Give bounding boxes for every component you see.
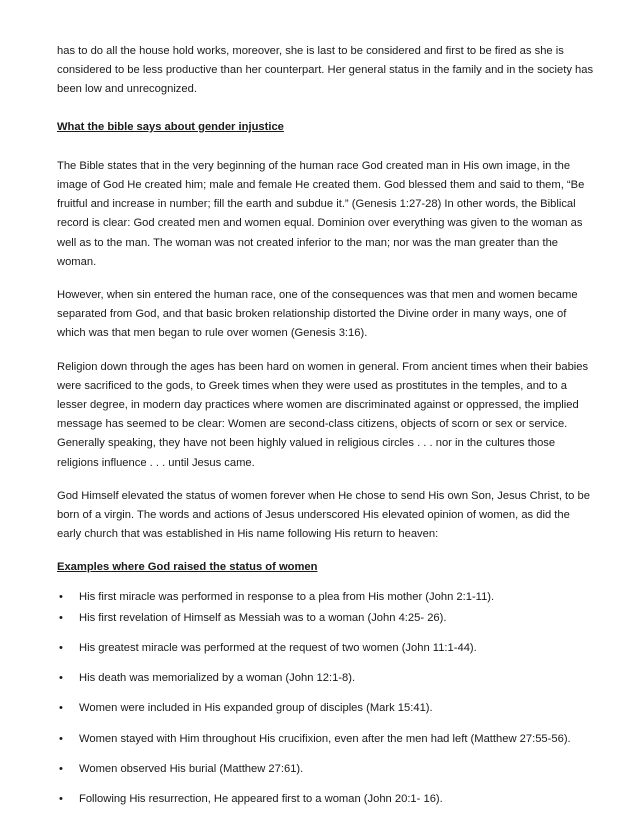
bullet-icon: •: [59, 590, 63, 603]
bullet-icon: •: [59, 732, 63, 745]
bullet-icon: •: [59, 702, 63, 715]
paragraph-creation: The Bible states that in the very beginning of the human race God created man in His own image, in the image of God He created him; male and female He created them. God blessed them and said to them, “Be fruitful and increase in number; fill the earth and subdue it.” (Genesis 1:27-28) In other words, the Biblical record is clear: God created men and women equal. Dominion over everything was given to the woman as well as to the man. The woman was not created inferior to the man; nor was the man greater than the woman.: [57, 159, 585, 268]
list-item: [57, 609, 597, 628]
list-item: [57, 730, 597, 749]
list-item-text: Women stayed with Him throughout His crucifixion, even after the men had left (Matthew 27:55-56).: [79, 732, 571, 745]
paragraph-religion: Religion down through the ages has been hard on women in general. From ancient times when their babies were sacrificed to the gods, to Greek times when they were used as prostitutes in the temples, and to a lesser degree, in modern day practices where women are discriminated against or oppressed, the implied message has seemed to be clear: Women are second-class citizens, objects of scorn or sex or service. Generally speaking, they have not been highly valued in religious circles . . . nor in the cultures those religions influence . . . until Jesus came.: [57, 360, 589, 469]
section-heading-gender-injustice: What the bible says about gender injustice: [57, 120, 284, 133]
paragraph-sin: However, when sin entered the human race, one of the consequences was that men and women became separated from God, and that basic broken relationship distorted the Divine order in many ways, one of which was that men began to rule over women (Genesis 3:16).: [57, 289, 578, 340]
list-item-text: Women were included in His expanded group of disciples (Mark 15:41).: [79, 702, 433, 715]
list-item-text: His greatest miracle was performed at the request of two women (John 11:1-44).: [79, 642, 477, 655]
list-item: [57, 699, 597, 718]
paragraph-god-elevated: God Himself elevated the status of women forever when He chose to send His own Son, Jesus Christ, to be born of a virgin. The words and actions of Jesus underscored His elevated opinion of women, as did the early church that was established in His name following His return to heaven:: [57, 489, 590, 541]
list-item-text: Women observed His burial (Matthew 27:61).: [79, 762, 304, 775]
list-item: [57, 760, 597, 779]
list-item-text: His first revelation of Himself as Messiah was to a woman (John 4:25- 26).: [79, 611, 447, 624]
bullet-icon: •: [59, 611, 63, 624]
list-item-text: Following His resurrection, He appeared first to a woman (John 20:1- 16).: [79, 793, 443, 806]
examples-list: [57, 588, 597, 810]
list-item: [57, 588, 597, 607]
list-item-text: His death was memorialized by a woman (John 12:1-8).: [79, 672, 356, 685]
list-item-text: His first miracle was performed in response to a plea from His mother (John 2:1-11).: [79, 590, 495, 603]
list-item: [57, 790, 597, 809]
bullet-icon: •: [59, 642, 63, 655]
bullet-icon: •: [59, 762, 63, 775]
list-item: [57, 639, 597, 658]
list-item: [57, 669, 597, 688]
bullet-icon: •: [59, 793, 63, 806]
document-page: [57, 42, 597, 820]
section-heading-examples: Examples where God raised the status of women: [57, 561, 318, 574]
intro-paragraph: has to do all the house hold works, moreover, she is last to be considered and first to be fired as she is considered to be less productive than her counterpart. Her general status in the family and in the society has been low and unrecognized.: [57, 45, 594, 96]
bullet-icon: •: [59, 672, 63, 685]
